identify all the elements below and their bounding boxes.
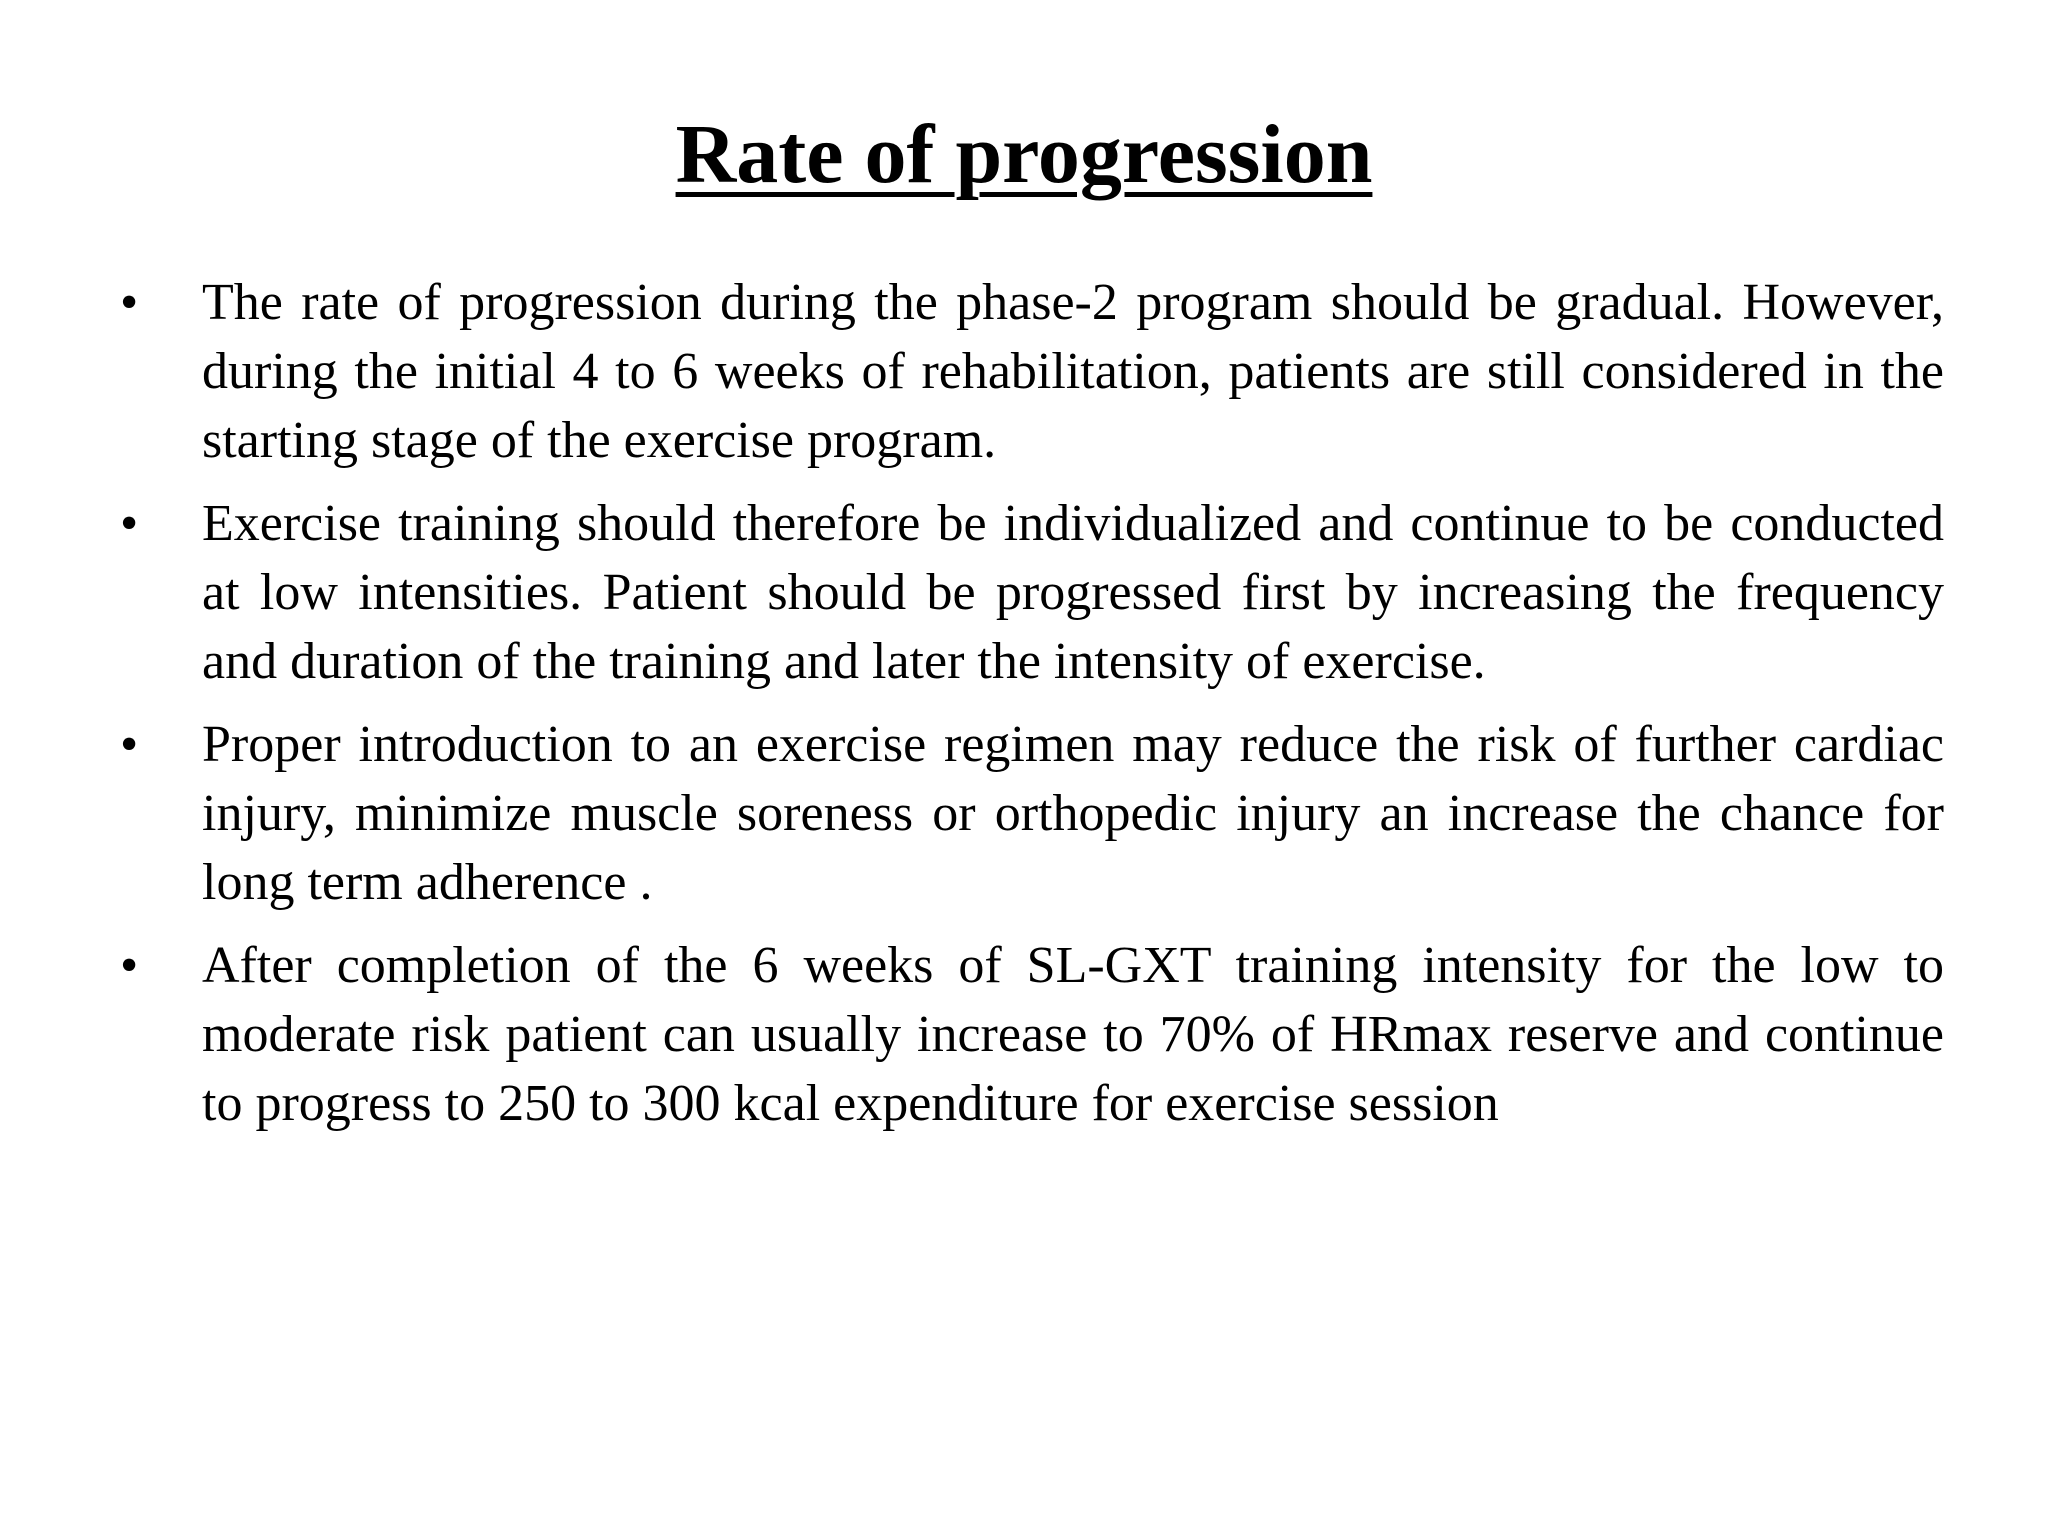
bullet-dot-icon: • xyxy=(120,716,139,773)
bullet-text: The rate of progression during the phase-2 program should be gradual. However, during the initial 4 to 6 weeks of rehabilitation, patients are still considered in the starting stage of the exercise program. xyxy=(202,274,1944,469)
bullet-item-individualized-training xyxy=(120,489,1944,696)
bullet-text: Exercise training should therefore be individualized and continue to be conducted at low intensities. Patient should be progressed first by increasing the frequency and duration of the training and later the intensity of exercise. xyxy=(202,495,1944,690)
bullet-item-proper-introduction xyxy=(120,710,1944,917)
bullet-dot-icon: • xyxy=(120,274,139,331)
bullet-item-after-completion xyxy=(120,931,1944,1138)
slide-title: Rate of progression xyxy=(675,108,1373,201)
bullet-text: After completion of the 6 weeks of SL-GXT training intensity for the low to moderate risk patient can usually increase to 70% of HRmax reserve and continue to progress to 250 to 300 kcal expenditure for exercise session xyxy=(202,937,1944,1132)
bullet-item-gradual-progression xyxy=(120,268,1944,475)
bullet-list xyxy=(120,268,1944,1152)
bullet-dot-icon: • xyxy=(120,937,139,994)
bullet-dot-icon: • xyxy=(120,495,139,552)
bullet-text: Proper introduction to an exercise regimen may reduce the risk of further cardiac injury, minimize muscle soreness or orthopedic injury an increase the chance for long term adherence . xyxy=(202,716,1944,911)
